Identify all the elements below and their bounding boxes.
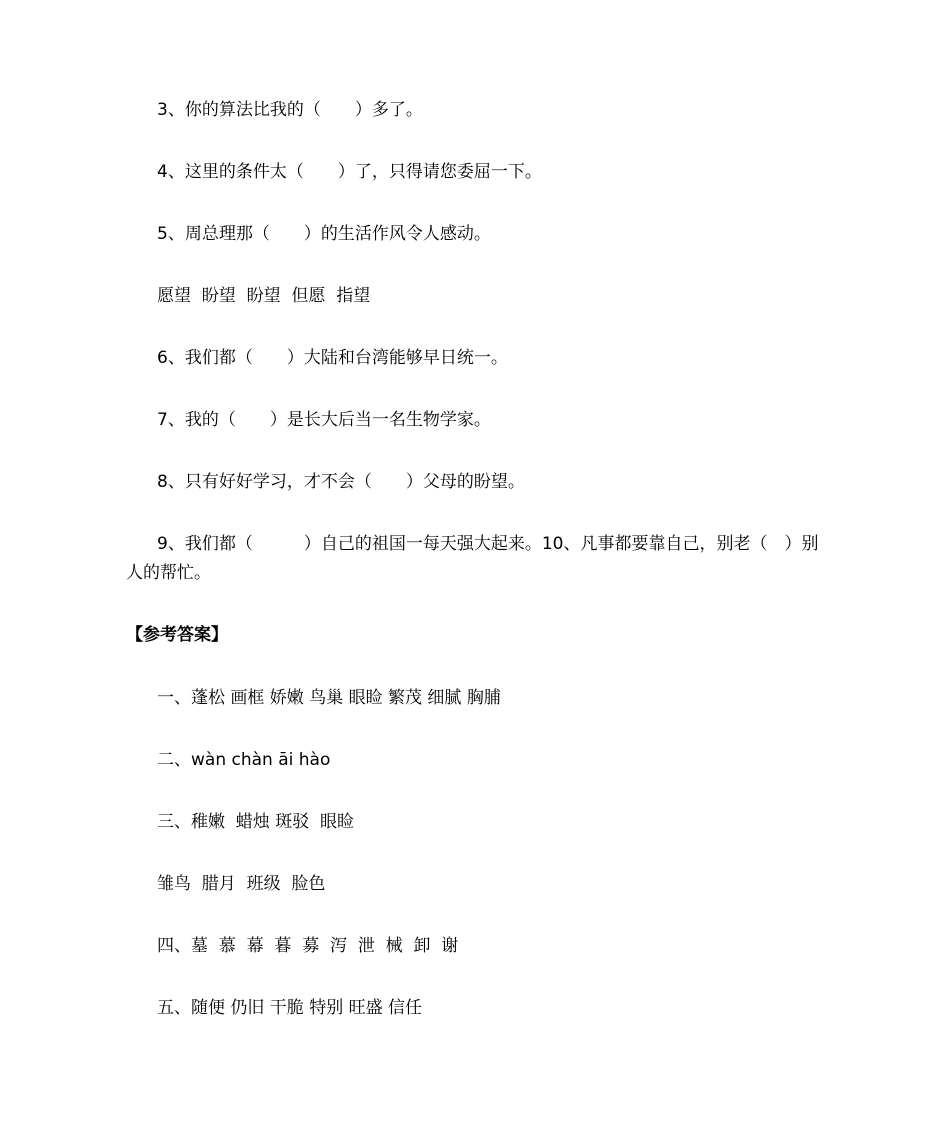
answer-3-words: 雏鸟 腊月 班级 脸色 xyxy=(157,874,326,894)
answer-1: 一、蓬松 画框 娇嫩 鸟巢 眼睑 繁茂 细腻 胸脯 xyxy=(157,688,501,708)
question-6: 6、我们都（ ）大陆和台湾能够早日统一。 xyxy=(157,348,508,368)
answer-2: 二、wàn chàn āi hào xyxy=(157,750,331,770)
answers-heading: 【参考答案】 xyxy=(126,625,228,645)
question-7: 7、我的（ ）是长大后当一名生物学家。 xyxy=(157,410,491,430)
question-4: 4、这里的条件太（ ）了，只得请您委屈一下。 xyxy=(157,162,542,182)
question-8: 8、只有好好学习，才不会（ ）父母的盼望。 xyxy=(157,472,525,492)
word-bank: 愿望 盼望 盼望 但愿 指望 xyxy=(157,286,371,306)
question-3: 3、你的算法比我的（ ）多了。 xyxy=(157,100,423,120)
answer-3: 三、稚嫩 蜡烛 斑驳 眼睑 xyxy=(157,812,355,832)
answer-4: 四、墓 慕 幕 暮 募 泻 泄 械 卸 谢 xyxy=(157,936,459,956)
answer-5: 五、随便 仍旧 干脆 特别 旺盛 信任 xyxy=(157,998,423,1018)
question-5: 5、周总理那（ ）的生活作风令人感动。 xyxy=(157,224,491,244)
question-9-10: 9、我们都（ ）自己的祖国一每天强大起来。10、凡事都要靠自己，别老（ ）别人的帮忙。 xyxy=(126,534,819,583)
